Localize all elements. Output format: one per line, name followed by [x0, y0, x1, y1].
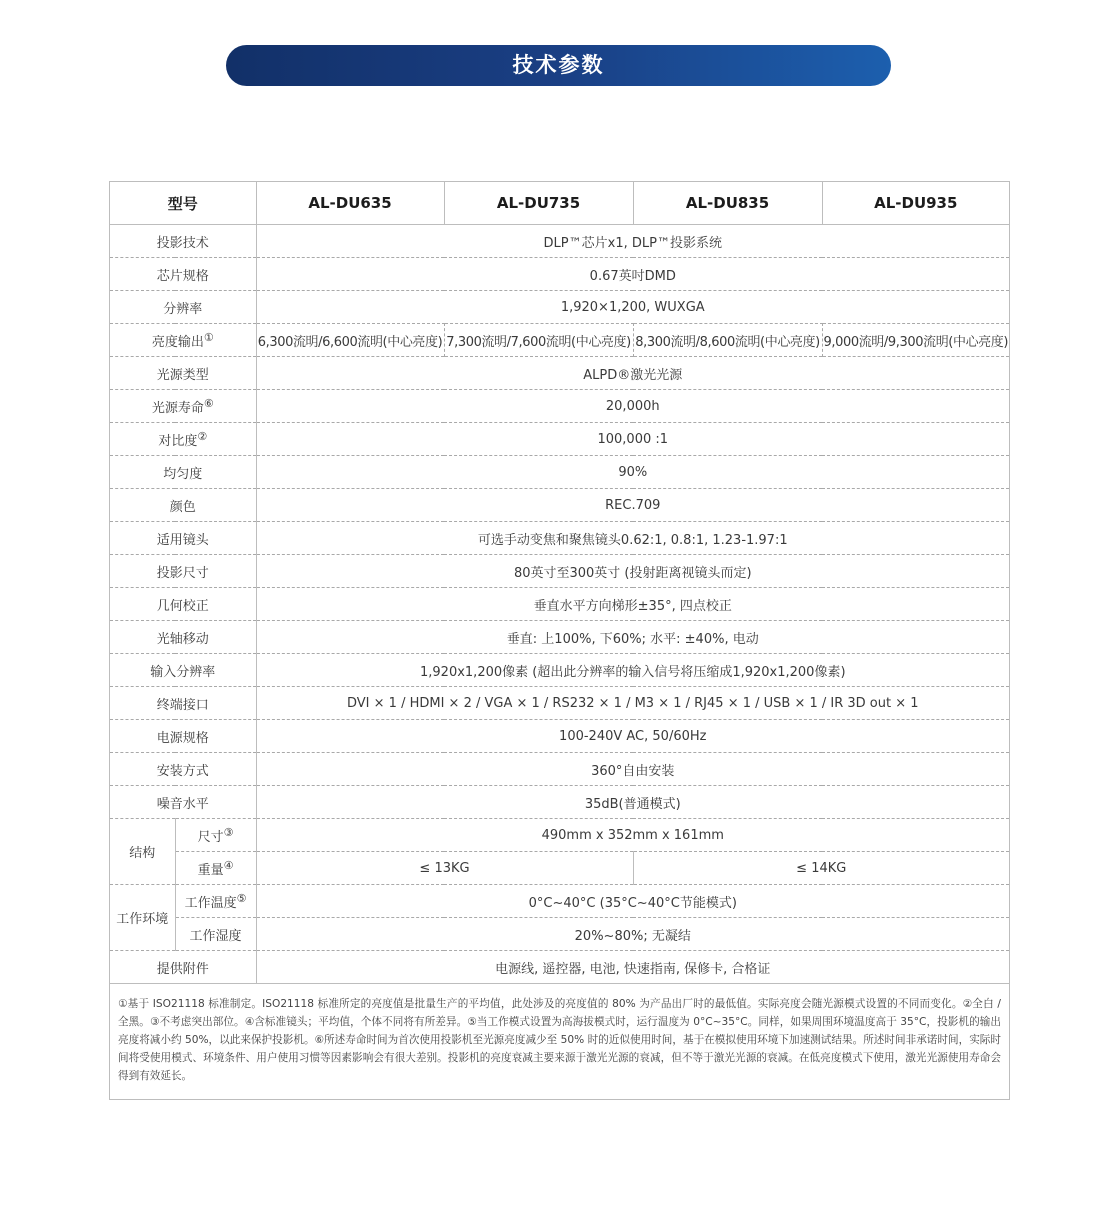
brightness-value-3: 8,300流明/8,600流明(中心亮度) — [633, 324, 822, 357]
footnote-marker: ⑥ — [203, 396, 214, 410]
row-value: 490mm x 352mm x 161mm — [256, 819, 1009, 852]
row-light-life — [110, 390, 1009, 423]
row-geometry — [110, 588, 1009, 621]
row-label-text: 光源寿命 — [151, 400, 204, 416]
row-label: 光轴移动 — [110, 621, 256, 654]
row-lens-shift — [110, 621, 1009, 654]
footnote-marker: ③ — [223, 825, 234, 839]
row-label: 投影尺寸 — [110, 555, 256, 588]
row-value: 20%~80%; 无凝结 — [256, 918, 1009, 951]
row-chip — [110, 258, 1009, 291]
row-label: 电源规格 — [110, 720, 256, 753]
row-label-text: 亮度输出 — [151, 334, 204, 350]
sub-label-text: 工作温度 — [184, 895, 237, 911]
row-value: ALPD®激光光源 — [256, 357, 1009, 390]
row-value: 可选手动变焦和聚焦镜头0.62:1, 0.8:1, 1.23-1.97:1 — [256, 522, 1009, 555]
row-env-humidity — [110, 918, 1009, 951]
row-projection-tech — [110, 225, 1009, 258]
sub-label — [175, 819, 256, 852]
row-label: 分辨率 — [110, 291, 256, 324]
row-power — [110, 720, 1009, 753]
footnotes: ①基于 ISO21118 标准制定。ISO21118 标准所定的亮度值是批量生产的平均值，此处涉及的亮度值的 80% 为产品出厂时的最低值。实际亮度会随光源模式设置的不同而变化。②全白 / 全黑。③不考虑突出部位。④含标准镜头；平均值，个体不同将有所差异。⑤当工作模式设置为高海拔模式时，运行温度为 0°C~35°C。同样，如果周围环境温度高于 35°C，投影机的输出亮度将减小约 50%，以此来保护投影机。⑥所述寿命时间为首次使用投影机至光源亮度减少至 50% 时的近似使用时间，基于在模拟使用环境下加速测试结果。所述时间非承诺时间，实际时间将受使用模式、环境条件、用户使用习惯等因素影响会有很大差别。投影机的亮度衰减主要来源于激光光源的衰减，但不等于激光光源的衰减。在低亮度模式下使用，激光光源使用寿命会得到有效延长。 — [110, 983, 1009, 1098]
row-label — [110, 324, 256, 357]
row-label: 终端接口 — [110, 687, 256, 720]
row-projection-size — [110, 555, 1009, 588]
row-label: 光源类型 — [110, 357, 256, 390]
header-model-3: AL-DU835 — [633, 182, 822, 225]
row-value: 垂直: 上100%, 下60%; 水平: ±40%, 电动 — [256, 621, 1009, 654]
row-value: 0.67英吋DMD — [256, 258, 1009, 291]
weight-value-1: ≤ 13KG — [256, 852, 633, 885]
row-label: 输入分辨率 — [110, 654, 256, 687]
header-model-4: AL-DU935 — [822, 182, 1009, 225]
footnote-marker: ① — [203, 330, 214, 344]
row-lens — [110, 522, 1009, 555]
row-structure-size — [110, 819, 1009, 852]
row-label — [110, 390, 256, 423]
row-value: DLP™芯片x1, DLP™投影系统 — [543, 235, 722, 251]
row-value: 100,000 :1 — [256, 423, 1009, 456]
row-value: 100-240V AC, 50/60Hz — [256, 720, 1009, 753]
sub-label-text: 重量 — [197, 862, 224, 878]
row-value: REC.709 — [256, 489, 1009, 522]
row-contrast — [110, 423, 1009, 456]
sub-label — [175, 852, 256, 885]
brightness-value-2: 7,300流明/7,600流明(中心亮度) — [444, 324, 633, 357]
row-value: DVI × 1 / HDMI × 2 / VGA × 1 / RS232 × 1 / M3 × 1 / RJ45 × 1 / USB × 1 / IR 3D out × 1 — [256, 687, 1009, 720]
section-title-banner — [226, 45, 891, 86]
row-env-temp — [110, 885, 1009, 918]
section-title: 技术参数 — [512, 53, 605, 77]
spec-table — [110, 182, 1009, 983]
header-model-1: AL-DU635 — [256, 182, 444, 225]
row-color — [110, 489, 1009, 522]
group-label-environment: 工作环境 — [110, 885, 175, 951]
row-label: 颜色 — [110, 489, 256, 522]
header-model-2: AL-DU735 — [444, 182, 633, 225]
row-value: 80英寸至300英寸 (投射距离视镜头而定) — [256, 555, 1009, 588]
brightness-value-1: 6,300流明/6,600流明(中心亮度) — [256, 324, 444, 357]
weight-value-2: ≤ 14KG — [633, 852, 1009, 885]
row-label: 几何校正 — [110, 588, 256, 621]
row-install — [110, 753, 1009, 786]
row-value: 20,000h — [256, 390, 1009, 423]
row-label — [110, 423, 256, 456]
sub-label: 工作湿度 — [175, 918, 256, 951]
row-accessories — [110, 951, 1009, 984]
row-label: 适用镜头 — [110, 522, 256, 555]
row-value: 0°C~40°C (35°C~40°C节能模式) — [256, 885, 1009, 918]
row-label: 投影技术 — [110, 225, 256, 258]
row-value: 1,920×1,200, WUXGA — [256, 291, 1009, 324]
brightness-value-4: 9,000流明/9,300流明(中心亮度) — [822, 324, 1009, 357]
row-value: 360°自由安装 — [256, 753, 1009, 786]
row-label: 均匀度 — [110, 456, 256, 489]
row-input-resolution — [110, 654, 1009, 687]
footnote-marker: ② — [197, 429, 208, 443]
row-ports — [110, 687, 1009, 720]
row-value: 35dB(普通模式) — [256, 786, 1009, 819]
footnote-marker: ④ — [223, 858, 234, 872]
sub-label — [175, 885, 256, 918]
header-row — [110, 182, 1009, 225]
row-label: 安装方式 — [110, 753, 256, 786]
sub-label-text: 尺寸 — [197, 829, 224, 845]
row-light-type — [110, 357, 1009, 390]
row-value: 90% — [256, 456, 1009, 489]
footnote-marker: ⑤ — [236, 891, 247, 905]
row-value: 垂直水平方向梯形±35°, 四点校正 — [256, 588, 1009, 621]
row-label: 芯片规格 — [110, 258, 256, 291]
row-resolution — [110, 291, 1009, 324]
row-label-text: 对比度 — [158, 433, 198, 449]
row-brightness — [110, 324, 1009, 357]
header-model-label: 型号 — [110, 182, 256, 225]
row-value: 电源线, 遥控器, 电池, 快速指南, 保修卡, 合格证 — [256, 951, 1009, 984]
spec-table-container — [109, 181, 1010, 1100]
row-label: 噪音水平 — [110, 786, 256, 819]
group-label-structure: 结构 — [110, 819, 175, 885]
row-label: 提供附件 — [110, 951, 256, 984]
row-uniformity — [110, 456, 1009, 489]
row-value: 1,920x1,200像素 (超出此分辨率的输入信号将压缩成1,920x1,200像素) — [256, 654, 1009, 687]
row-structure-weight — [110, 852, 1009, 885]
row-noise — [110, 786, 1009, 819]
